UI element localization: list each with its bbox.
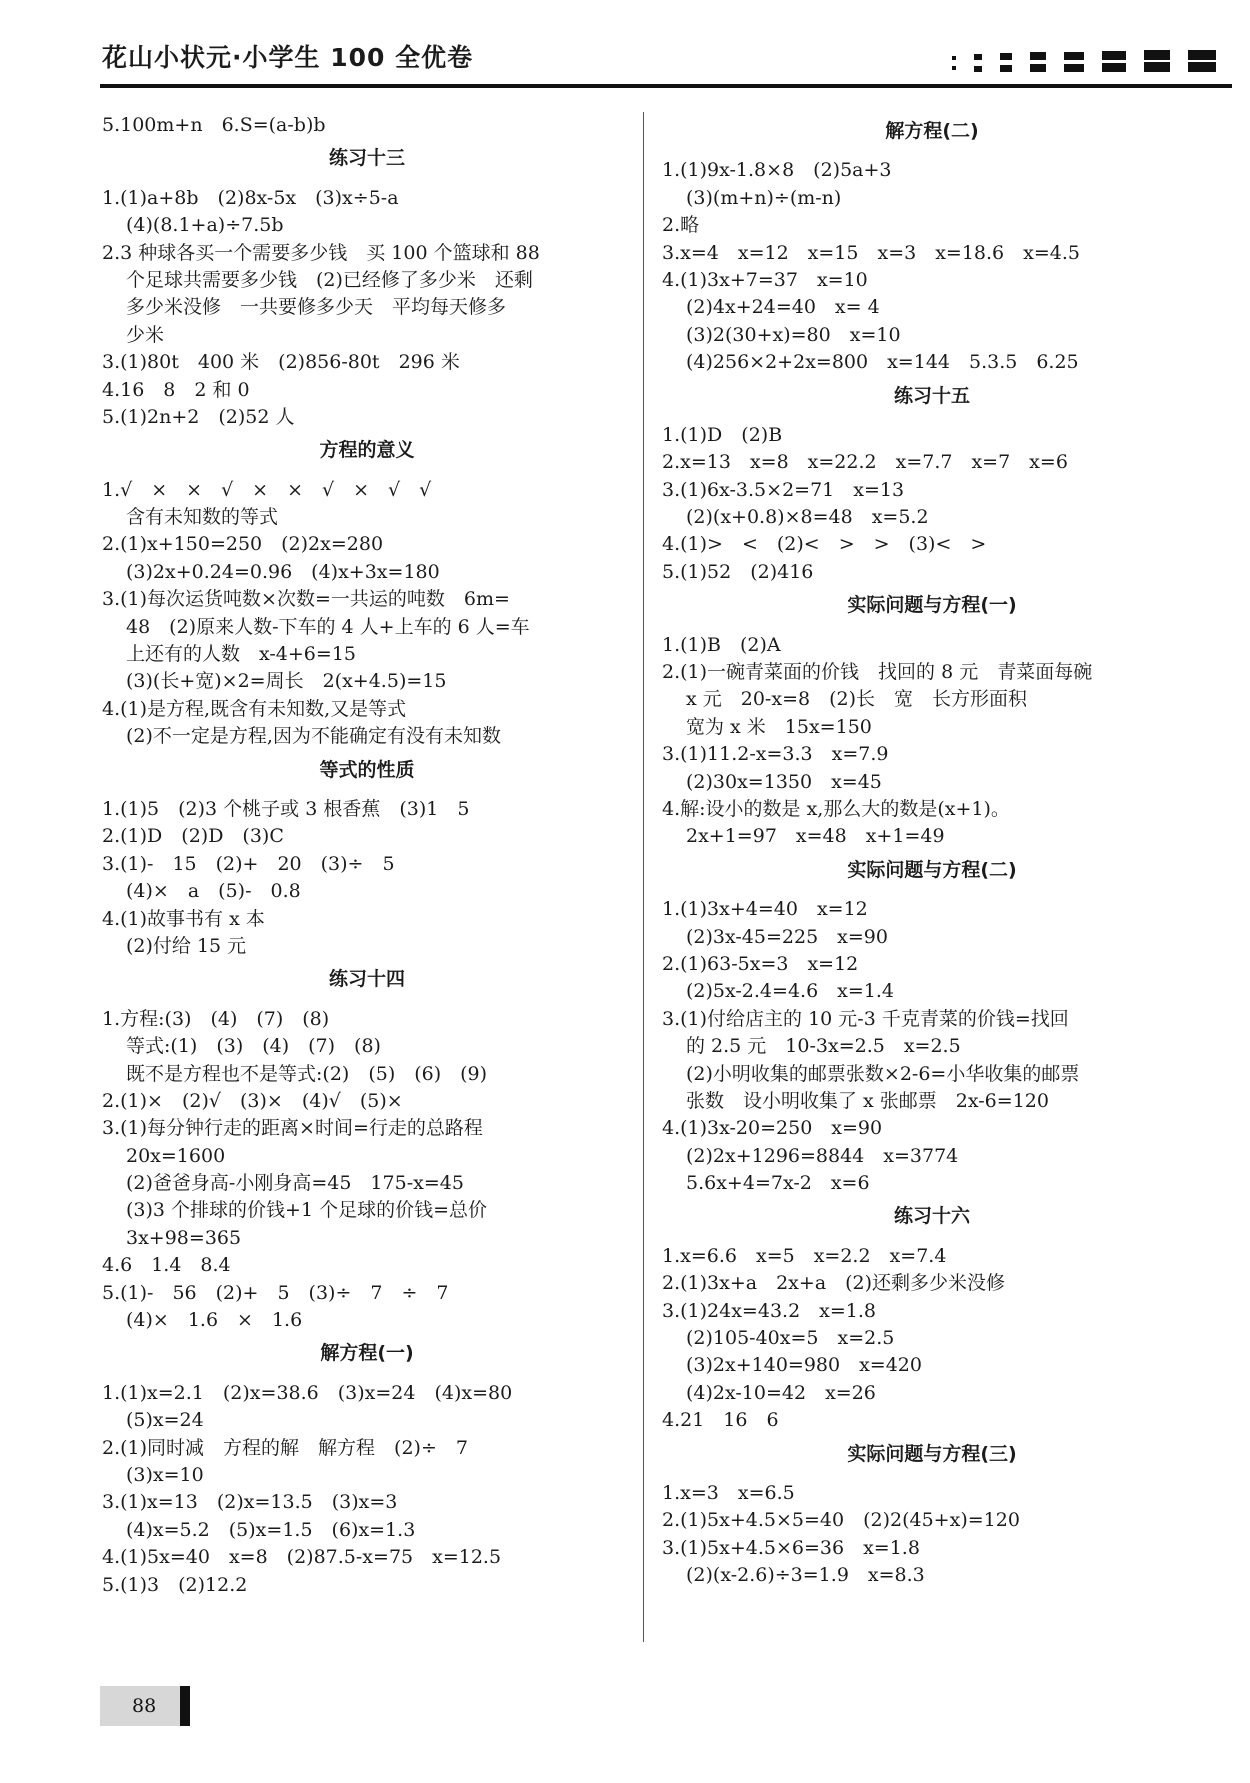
- section-heading: 等式的性质: [319, 758, 415, 781]
- answer-line: (4)x=5.2 (5)x=1.5 (6)x=1.3: [126, 1518, 416, 1541]
- answer-line: (2)105-40x=5 x=2.5: [686, 1327, 895, 1350]
- answer-line: 4.21 16 6: [662, 1409, 779, 1432]
- answer-line: (4)256×2+2x=800 x=144 5.3.5 6.25: [686, 351, 1079, 374]
- answer-line: (2)付给 15 元: [126, 934, 247, 957]
- answer-line: 2.3 种球各买一个需要多少钱 买 100 个篮球和 88: [102, 241, 540, 264]
- answer-line: 2.(1)× (2)√ (3)× (4)√ (5)×: [102, 1089, 403, 1112]
- answer-line: 5.(1)52 (2)416: [662, 560, 814, 583]
- answer-line: 1.(1)D (2)B: [662, 423, 783, 446]
- answer-line: 1.(1)B (2)A: [662, 633, 781, 656]
- answer-line: 张数 设小明收集了 x 张邮票 2x-6=120: [686, 1089, 1049, 1112]
- answer-line: 2x+1=97 x=48 x+1=49: [686, 825, 945, 848]
- section-heading: 实际问题与方程(一): [847, 594, 1017, 617]
- answer-line: 5.(1)- 56 (2)+ 5 (3)÷ 7 ÷ 7: [102, 1281, 449, 1304]
- answer-line: 2.(1)3x+a 2x+a (2)还剩多少米没修: [662, 1272, 1006, 1295]
- answer-line: 3x+98=365: [126, 1226, 242, 1249]
- section-heading: 解方程(二): [885, 120, 979, 142]
- answer-line: 3.(1)付给店主的 10 元-3 千克青菜的价钱=找回: [662, 1007, 1069, 1030]
- answer-line: 4.(1)5x=40 x=8 (2)87.5-x=75 x=12.5: [102, 1546, 502, 1569]
- page-number-tab: [100, 1686, 190, 1726]
- answer-line: 5.(1)2n+2 (2)52 人: [102, 405, 295, 428]
- answer-line: 2.略: [662, 214, 700, 237]
- answer-line: 2.(1)5x+4.5×5=40 (2)2(45+x)=120: [662, 1509, 1020, 1532]
- answer-line: (2)2x+1296=8844 x=3774: [686, 1144, 959, 1167]
- header-decorative-dashes: [952, 50, 1232, 74]
- answer-line: 1.(1)x=2.1 (2)x=38.6 (3)x=24 (4)x=80: [102, 1381, 513, 1404]
- answer-line: (4)× 1.6 × 1.6: [126, 1309, 303, 1332]
- answer-line: 的 2.5 元 10-3x=2.5 x=2.5: [686, 1035, 961, 1058]
- section-heading: 实际问题与方程(二): [847, 858, 1017, 881]
- answer-line: (2)(x+0.8)×8=48 x=5.2: [686, 506, 929, 529]
- answer-line: (4)(8.1+a)÷7.5b: [126, 214, 284, 237]
- answer-line: (2)爸爸身高-小刚身高=45 175-x=45: [126, 1172, 464, 1195]
- answer-line: 4.(1)是方程,既含有未知数,又是等式: [102, 697, 407, 720]
- answer-line: 4.(1)3x+7=37 x=10: [662, 268, 868, 291]
- answer-line: 2.(1)同时减 方程的解 解方程 (2)÷ 7: [102, 1436, 468, 1459]
- answer-line: (2)5x-2.4=4.6 x=1.4: [686, 980, 895, 1003]
- answer-line: 20x=1600: [126, 1144, 226, 1167]
- answer-line: 宽为 x 米 15x=150: [686, 715, 872, 738]
- answer-line: (3)3 个排球的价钱+1 个足球的价钱=总价: [126, 1199, 488, 1222]
- answer-line: 3.(1)x=13 (2)x=13.5 (3)x=3: [102, 1491, 398, 1514]
- section-heading: 练习十三: [328, 147, 405, 170]
- page-number: 88: [132, 1695, 157, 1717]
- answer-line: (2)(x-2.6)÷3=1.9 x=8.3: [686, 1564, 925, 1587]
- answer-line: 4.6 1.4 8.4: [102, 1254, 231, 1277]
- answer-line: 2.(1)一碗青菜面的价钱 找回的 8 元 青菜面每碗: [662, 661, 1093, 684]
- answer-line: (2)4x+24=40 x= 4: [686, 296, 880, 319]
- answer-line: 2.(1)x+150=250 (2)2x=280: [102, 533, 384, 556]
- answer-line: 3.(1)每次运货吨数×次数=一共运的吨数 6m=: [102, 588, 510, 611]
- answer-line: 3.(1)80t 400 米 (2)856-80t 296 米: [102, 351, 460, 374]
- answer-line: 5.(1)3 (2)12.2: [102, 1573, 248, 1596]
- answer-line: 1.(1)3x+4=40 x=12: [662, 898, 868, 921]
- answer-line: 4.(1)故事书有 x 本: [102, 907, 265, 930]
- answer-line: 3.(1)每分钟行走的距离×时间=行走的总路程: [102, 1117, 483, 1140]
- answer-line: 3.(1)24x=43.2 x=1.8: [662, 1299, 877, 1322]
- answer-line: (3)2x+0.24=0.96 (4)x+3x=180: [126, 560, 440, 583]
- answer-line: 2.x=13 x=8 x=22.2 x=7.7 x=7 x=6: [662, 451, 1068, 474]
- answer-line: x 元 20-x=8 (2)长 宽 长方形面积: [686, 688, 1027, 711]
- answer-line: (2)不一定是方程,因为不能确定有没有未知数: [126, 725, 501, 748]
- answer-line: (3)2x+140=980 x=420: [686, 1354, 922, 1377]
- answer-line: 48 (2)原来人数-下车的 4 人+上车的 6 人=车: [126, 615, 530, 638]
- answer-line: 2.(1)63-5x=3 x=12: [662, 952, 859, 975]
- answer-line: 3.x=4 x=12 x=15 x=3 x=18.6 x=4.5: [662, 241, 1080, 264]
- answer-line: 3.(1)6x-3.5×2=71 x=13: [662, 478, 905, 501]
- answer-line: (5)x=24: [126, 1409, 204, 1432]
- answer-line: 3.(1)5x+4.5×6=36 x=1.8: [662, 1536, 920, 1559]
- answer-line: 上还有的人数 x-4+6=15: [126, 643, 356, 666]
- answer-line: (4)2x-10=42 x=26: [686, 1381, 876, 1404]
- answer-line: (3)2(30+x)=80 x=10: [686, 323, 901, 346]
- answer-line: (3)x=10: [126, 1463, 204, 1486]
- answer-line: 1.x=6.6 x=5 x=2.2 x=7.4: [662, 1244, 947, 1267]
- answer-line: 1.(1)9x-1.8×8 (2)5a+3: [662, 159, 892, 182]
- answer-line: 2.(1)D (2)D (3)C: [102, 825, 284, 848]
- answer-line: (2)30x=1350 x=45: [686, 770, 882, 793]
- answer-line: 1.(1)a+8b (2)8x-5x (3)x÷5-a: [102, 186, 399, 209]
- section-heading: 实际问题与方程(三): [847, 1442, 1017, 1465]
- right-answer-column: [662, 112, 1202, 1590]
- page-header: [100, 36, 1232, 80]
- column-divider: [643, 112, 644, 1642]
- answer-line: 4.(1)> < (2)< > > (3)< >: [662, 533, 987, 556]
- answer-line: 多少米没修 一共要修多少天 平均每天修多: [126, 296, 507, 319]
- section-heading: 练习十四: [328, 968, 405, 991]
- answer-line: (2)小明收集的邮票张数×2-6=小华收集的邮票: [686, 1062, 1080, 1085]
- answer-line: 4.16 8 2 和 0: [102, 378, 250, 401]
- page-number-bar: [180, 1686, 190, 1726]
- section-heading: 方程的意义: [319, 439, 415, 462]
- answer-line: 4.解:设小的数是 x,那么大的数是(x+1)。: [662, 797, 1010, 820]
- answer-line: 少米: [126, 323, 165, 346]
- section-heading: 练习十五: [893, 384, 970, 407]
- answer-line: 3.(1)- 15 (2)+ 20 (3)÷ 5: [102, 852, 395, 875]
- answer-line: 等式:(1) (3) (4) (7) (8): [126, 1035, 381, 1058]
- answer-line: (3)(m+n)÷(m-n): [686, 186, 842, 209]
- left-answer-column: [102, 112, 632, 1599]
- section-heading: 练习十六: [893, 1205, 970, 1228]
- answer-line: 含有未知数的等式: [126, 506, 279, 529]
- answer-line: 1.√ × × √ × × √ × √ √: [102, 478, 432, 501]
- answer-line: 3.(1)11.2-x=3.3 x=7.9: [662, 743, 889, 766]
- answer-line: (3)(长+宽)×2=周长 2(x+4.5)=15: [126, 670, 447, 693]
- header-rule: [100, 84, 1232, 88]
- section-heading: 解方程(一): [320, 1342, 414, 1365]
- answer-line: 1.(1)5 (2)3 个桃子或 3 根香蕉 (3)1 5: [102, 797, 470, 820]
- answer-line: 4.(1)3x-20=250 x=90: [662, 1117, 883, 1140]
- answer-line: (2)3x-45=225 x=90: [686, 925, 888, 948]
- answer-line: 1.x=3 x=6.5: [662, 1481, 795, 1504]
- answer-line: 1.方程:(3) (4) (7) (8): [102, 1007, 330, 1030]
- answer-line: 5.6x+4=7x-2 x=6: [686, 1172, 870, 1195]
- answer-line: (4)× a (5)- 0.8: [126, 880, 301, 903]
- answer-line: 5.100m+n 6.S=(a-b)b: [102, 114, 326, 136]
- answer-line: 个足球共需要多少钱 (2)已经修了多少米 还剩: [126, 268, 533, 291]
- answer-line: 既不是方程也不是等式:(2) (5) (6) (9): [126, 1062, 488, 1085]
- header-title: 花山小状元·小学生 100 全优卷: [102, 43, 474, 72]
